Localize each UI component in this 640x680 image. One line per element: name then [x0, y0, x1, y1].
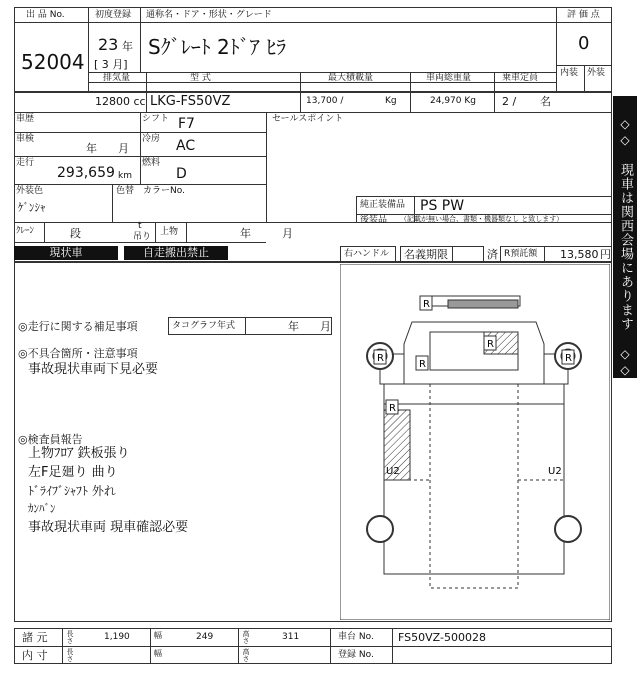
history-label: 車歴: [16, 114, 35, 124]
recycle-unit: 円: [600, 248, 611, 261]
chassis-label: 車台 No.: [338, 632, 374, 642]
mileage-label: 走行: [16, 158, 35, 168]
capacity-value: 2 /: [502, 95, 517, 108]
inner-length-label: 長さ: [66, 648, 74, 662]
capacity-unit: 名: [540, 95, 551, 108]
inspector-line: 左F足廻り 曲り: [28, 465, 118, 480]
body-label: 上物: [160, 227, 179, 237]
lot-number: 52004: [21, 50, 85, 74]
color-change-label: 色替: [116, 186, 135, 196]
name-change-label: 名義期限: [404, 248, 448, 261]
mileage-unit: km: [118, 171, 132, 181]
height-label: 高さ: [242, 630, 250, 644]
venue-notice: [613, 96, 637, 378]
front-bumper-top: [448, 300, 518, 308]
color-value: ｹﾞﾝｼｬ: [18, 201, 46, 214]
tacho-year: 年: [288, 320, 299, 333]
recycle-value: 13,580: [560, 248, 599, 261]
r-mark-front-right-wheel: [562, 350, 574, 364]
crane-hang: 吊り: [133, 232, 152, 242]
first-reg-label: 初度登録: [95, 10, 132, 20]
color-label: 外装色: [16, 186, 44, 196]
cab-outline: [404, 322, 544, 384]
inspector-line: 上物ﾌﾛｱ 鉄板張り: [28, 446, 130, 461]
inspection-year: 年: [86, 142, 97, 155]
inner-width-label: 幅: [154, 649, 162, 658]
u2-right-label: U2: [548, 466, 562, 477]
diamond-icon: ◇: [620, 347, 630, 361]
tacho-month: 月: [320, 320, 331, 333]
genuine-label: 純正装備品: [360, 200, 406, 210]
diamond-icon: ◇: [620, 133, 630, 147]
inspector-line: ﾄﾞﾗｲﾌﾞｼｬﾌﾄ 外れ: [28, 484, 116, 498]
inner-dims-label: 内 寸: [22, 649, 48, 662]
r-mark-front-left-wheel: [374, 350, 386, 364]
mileage-value: 293,659: [57, 165, 115, 181]
dims-label: 諸 元: [22, 631, 48, 644]
svg-text:R: R: [423, 299, 430, 310]
max-load-unit: Kg: [385, 96, 397, 106]
chassis-value: FS50VZ-500028: [398, 631, 486, 644]
aftermarket-note: （記載が無い場合、書類・機器類なし と致します）: [400, 215, 564, 223]
svg-text:R: R: [487, 339, 494, 350]
r-mark-front-bumper: [420, 296, 432, 310]
truck-damage-diagram: [340, 264, 610, 620]
r-mark-bed-left: [386, 400, 398, 414]
defect-label: ◎不具合箇所・注意事項: [18, 347, 138, 360]
svg-text:R: R: [565, 353, 572, 364]
width-value: 249: [196, 632, 214, 642]
length-label: 長さ: [66, 630, 74, 644]
body-month: 月: [282, 227, 293, 240]
crane-ton: t: [138, 221, 142, 231]
inspector-label: ◎検査員報告: [18, 433, 83, 446]
lot-label: 出 品 No.: [26, 10, 65, 20]
exterior-label: 外装: [587, 68, 606, 78]
recycle-label: R預託額: [504, 249, 538, 259]
rear-left-wheel: [367, 516, 393, 542]
inspection-label: 車検: [16, 134, 35, 144]
crane-stage: 段: [70, 227, 81, 240]
rear-right-wheel: [555, 516, 581, 542]
u2-left-label: U2: [386, 466, 400, 477]
svg-text:R: R: [377, 353, 384, 364]
first-reg-year: 23: [98, 35, 119, 54]
crane-label: ｸﾚｰﾝ: [16, 226, 35, 236]
no-self-drive-badge: 自走搬出禁止: [124, 246, 228, 260]
aftermarket-label: 後装品: [360, 215, 388, 225]
first-reg-month: [ 3 月]: [94, 58, 128, 71]
shift-label: シフト: [142, 114, 170, 124]
score-value: 0: [578, 33, 590, 54]
registration-label: 登録 No.: [338, 650, 374, 660]
sales-point-label: セールスポイント: [272, 114, 344, 124]
tacho-label: タコグラフ年式: [172, 321, 236, 331]
genuine-value: PS PW: [420, 198, 465, 214]
width-label: 幅: [154, 631, 162, 640]
year-unit: 年: [122, 40, 133, 53]
color-no-label: カラーNo.: [143, 186, 185, 196]
displacement-label: 排気量: [103, 73, 131, 83]
current-state-badge: 現状車: [14, 246, 118, 260]
running-notes-label: ◎走行に関する補足事項: [18, 320, 138, 333]
body-year: 年: [240, 227, 251, 240]
ac-label: 冷房: [142, 134, 161, 144]
max-load-label: 最大積載量: [328, 73, 374, 83]
gross-weight-value: 24,970 Kg: [430, 96, 476, 106]
height-value: 311: [282, 632, 300, 642]
venue-notice-text: 現車は関西会場にあります: [618, 163, 633, 331]
score-label: 評 価 点: [567, 10, 600, 20]
model-value: LKG-FS50VZ: [150, 94, 231, 109]
interior-label: 内装: [560, 68, 579, 78]
shift-value: F7: [178, 116, 195, 132]
inspector-line: ｶﾝﾊﾞﾝ: [28, 502, 56, 515]
steering-value: 右ハンドル: [344, 249, 390, 259]
inspection-month: 月: [118, 142, 129, 155]
diamond-icon: ◇: [620, 117, 630, 131]
model-label: 型 式: [190, 73, 211, 83]
capacity-label: 乗車定員: [502, 73, 539, 83]
gross-weight-label: 車両総重量: [426, 73, 472, 83]
max-load-value: 13,700 /: [306, 96, 344, 106]
r-mark-cab-top: [484, 336, 496, 350]
displacement-value: 12800 cc: [95, 95, 146, 108]
cargo-bed: [384, 384, 564, 574]
fuel-label: 燃料: [142, 158, 161, 168]
vehicle-name-label: 通称名・ドア・形状・グレード: [146, 10, 272, 20]
inspector-line: 事故現状車両 現車確認必要: [28, 520, 189, 535]
svg-text:R: R: [419, 359, 426, 370]
svg-text:R: R: [389, 403, 396, 414]
vehicle-name: Sｸﾞﾚｰﾄ 2ﾄﾞｱ ﾋﾗ: [148, 35, 287, 59]
fuel-value: D: [176, 166, 187, 182]
recycle-prefix: 済: [487, 248, 498, 261]
r-mark-cab-left: [416, 356, 428, 370]
inner-height-label: 高さ: [242, 648, 250, 662]
length-value: 1,190: [104, 632, 130, 642]
defect-line: 事故現状車両下見必要: [28, 362, 159, 377]
diamond-icon: ◇: [620, 363, 630, 377]
ac-value: AC: [176, 138, 196, 154]
